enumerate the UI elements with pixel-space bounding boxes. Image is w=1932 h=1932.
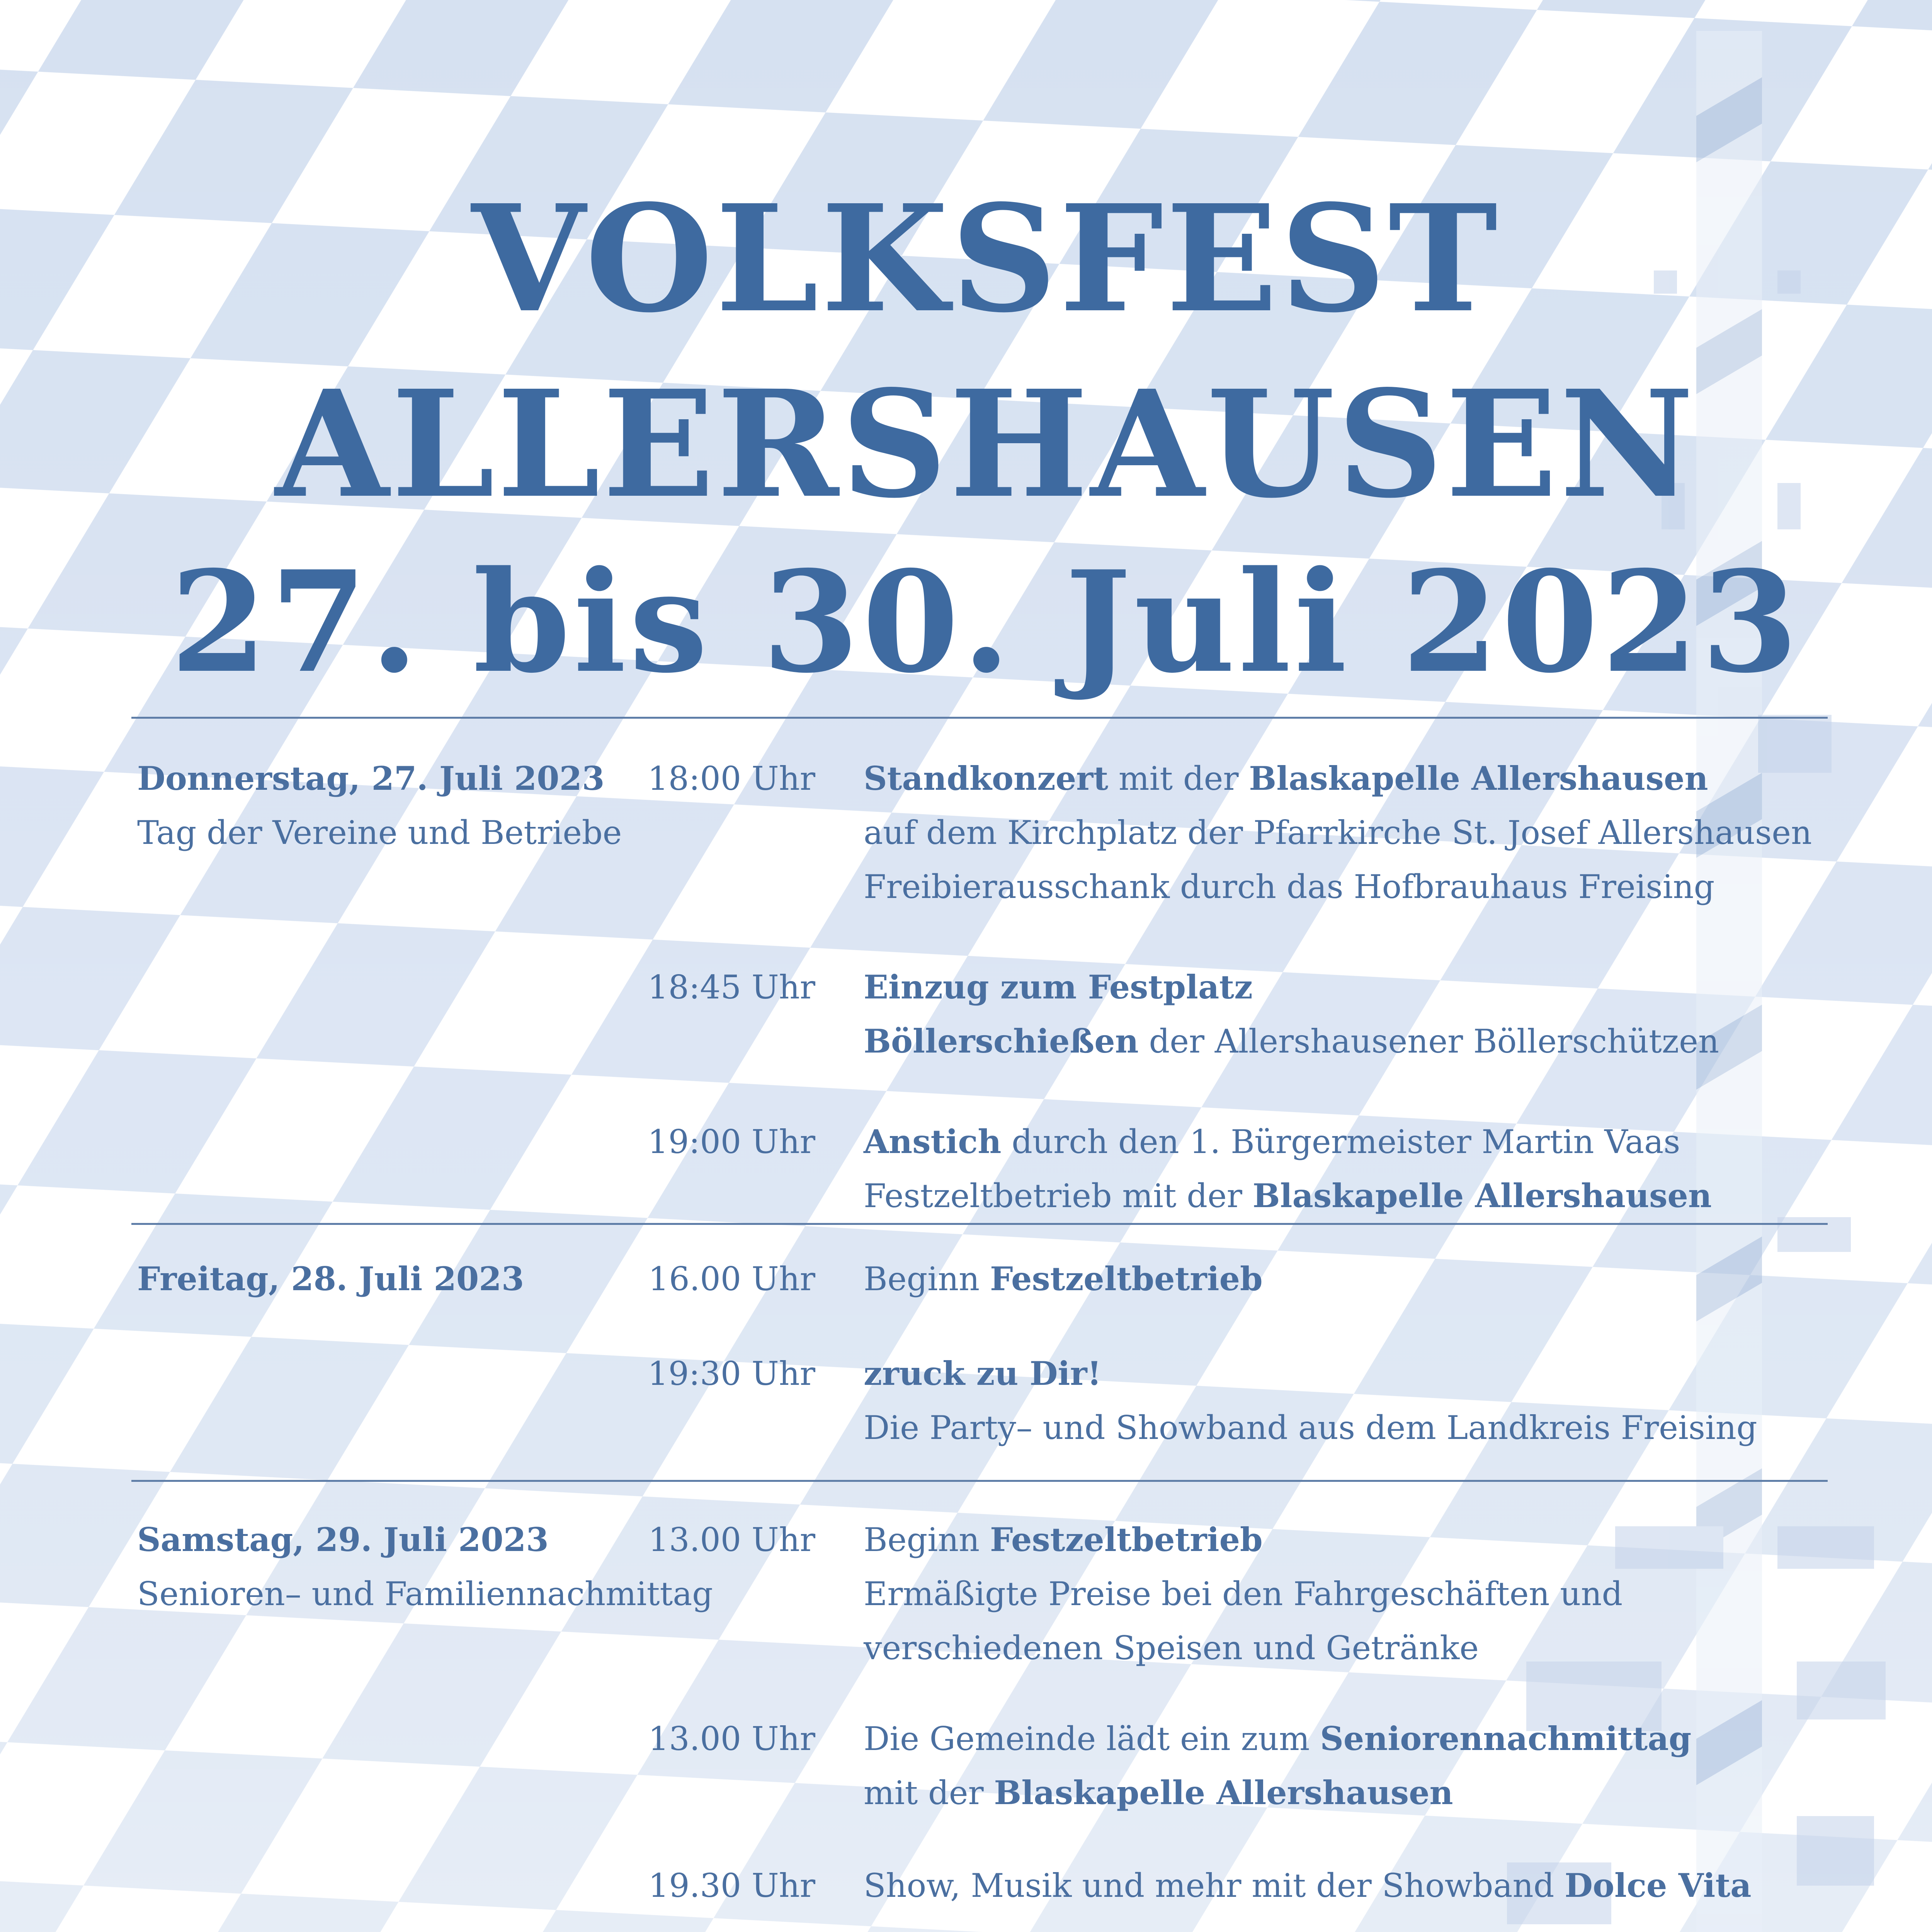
event-text: Show, Musik und mehr mit der Showband <box>864 1867 1565 1905</box>
event-line <box>864 860 1812 914</box>
event-description <box>864 752 1812 914</box>
event-text: Beginn <box>864 1521 990 1559</box>
event-time: 18:45 Uhr <box>648 968 815 1006</box>
event-text-bold: zruck zu Dir! <box>864 1354 1102 1393</box>
event-line <box>864 1252 1263 1306</box>
event-time: 16.00 Uhr <box>648 1260 815 1298</box>
event-text-bold: Standkonzert <box>864 759 1109 798</box>
event-text-bold: Festzeltbetrieb <box>990 1520 1263 1559</box>
event-text: mit der <box>1108 760 1249 798</box>
event-line <box>864 1712 1691 1766</box>
event-text-bold: Böllerschießen <box>864 1022 1139 1060</box>
event-text: auf dem Kirchplatz der Pfarrkirche St. Josef Allershausen <box>864 814 1812 852</box>
divider-day <box>131 1223 1828 1225</box>
day-saturday <box>137 1513 713 1621</box>
title-date-range: 27. bis 30. Juli 2023 <box>170 540 1801 704</box>
day-thursday <box>137 752 622 860</box>
event-description <box>864 1252 1263 1306</box>
day-date: Freitag, 28. Juli 2023 <box>137 1260 524 1298</box>
event-time: 19.30 Uhr <box>648 1867 815 1905</box>
event-time: 18:00 Uhr <box>648 760 815 798</box>
day-subtitle: Tag der Vereine und Betriebe <box>137 814 622 852</box>
event-text: durch den 1. Bürgermeister Martin Vaas <box>1001 1123 1680 1161</box>
event-text: mit der <box>864 1774 994 1812</box>
event-time: 13.00 Uhr <box>648 1720 815 1758</box>
event-text: Die Gemeinde lädt ein zum <box>864 1720 1320 1758</box>
event-line <box>864 960 1719 1014</box>
event-description <box>864 1859 1752 1913</box>
day-subtitle: Familiennachmittag <box>384 1575 713 1613</box>
event-line <box>864 1401 1757 1455</box>
event-line <box>864 1859 1752 1913</box>
event-description <box>864 960 1719 1068</box>
event-description <box>864 1347 1757 1455</box>
event-line <box>864 806 1812 860</box>
day-subtitle: Senioren– und <box>137 1575 374 1613</box>
event-text-bold: Blaskapelle Allershausen <box>1249 759 1708 798</box>
day-friday <box>137 1252 524 1306</box>
event-text-bold: Blaskapelle Allershausen <box>994 1774 1453 1812</box>
event-text: Freibierausschank durch das Hofbrauhaus Freising <box>864 868 1715 906</box>
event-description <box>864 1712 1691 1820</box>
event-text-bold: Festzeltbetrieb <box>990 1260 1263 1298</box>
event-text-bold: Seniorennachmittag <box>1320 1719 1692 1758</box>
event-text-bold: Einzug zum Festplatz <box>864 968 1253 1006</box>
event-text: Ermäßigte Preise bei den Fahrgeschäften und <box>864 1575 1623 1613</box>
event-line <box>864 1347 1757 1401</box>
event-line <box>864 1014 1719 1068</box>
divider-top <box>131 717 1828 719</box>
event-line <box>864 1169 1712 1223</box>
event-description <box>864 1513 1622 1675</box>
event-line <box>864 1567 1622 1621</box>
event-text: Die Party– und Showband aus dem Landkreis Freising <box>864 1409 1757 1447</box>
event-line <box>864 1115 1712 1169</box>
event-time: 19:00 Uhr <box>648 1123 815 1161</box>
divider-day <box>131 1480 1828 1482</box>
title-volksfest: VOLKSFEST <box>471 172 1500 345</box>
day-date: Samstag, 29. Juli 2023 <box>137 1520 549 1559</box>
event-text-bold: Anstich <box>864 1122 1002 1161</box>
event-line <box>864 1621 1622 1675</box>
event-text-bold: Blaskapelle Allershausen <box>1252 1177 1712 1215</box>
event-text: Beginn <box>864 1260 990 1298</box>
event-line <box>864 1513 1622 1567</box>
event-text-bold: Dolce Vita <box>1565 1866 1752 1905</box>
event-text: Festzeltbetrieb mit der <box>864 1177 1253 1215</box>
event-text: verschiedenen Speisen und Getränke <box>864 1629 1479 1667</box>
event-line <box>864 1766 1691 1820</box>
event-description <box>864 1115 1712 1223</box>
event-time: 13.00 Uhr <box>648 1521 815 1559</box>
event-line <box>864 752 1812 806</box>
day-date: Donnerstag, 27. Juli 2023 <box>137 759 605 798</box>
event-time: 19:30 Uhr <box>648 1355 815 1393</box>
title-allershausen: ALLERSHAUSEN <box>275 358 1696 531</box>
event-text: der Allershausener Böllerschützen <box>1138 1022 1719 1060</box>
